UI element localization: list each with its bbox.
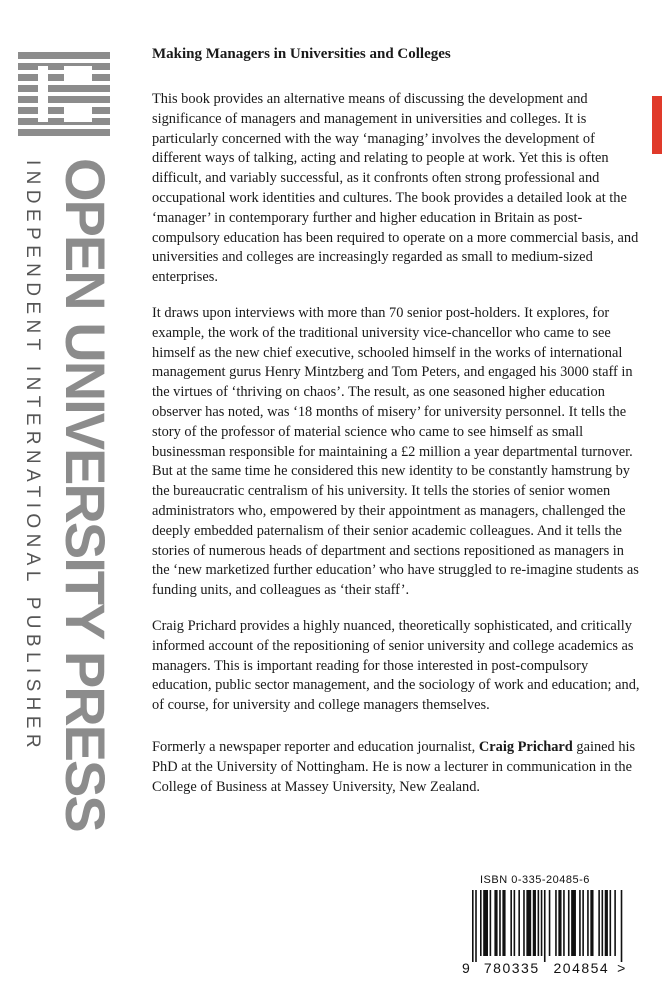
barcode-bar [502,890,505,956]
barcode-bar [499,890,501,956]
barcode-bar [582,890,584,956]
barcode-bar [514,890,516,956]
barcode-bar [544,890,546,962]
publisher-name: OPEN UNIVERSITY PRESS [54,158,117,831]
barcode-bar [490,890,492,956]
publisher-spine [0,0,140,993]
barcode-bar [518,890,520,956]
barcode-bar [483,890,488,956]
author-bio-intro: Formerly a newspaper reporter and education journalist, [152,738,479,755]
back-cover-text [152,46,640,813]
barcode-bar [494,890,497,956]
barcode-bar [533,890,536,956]
barcode-bar [579,890,581,956]
barcode-bar [590,890,593,956]
isbn-label: ISBN 0-335-20485-6 [480,874,590,886]
barcode-bar [510,890,512,956]
barcode-bar [568,890,570,956]
book-title: Making Managers in Universities and Colleges [152,46,451,62]
barcode-bar [472,890,474,962]
author-name: Craig Prichard [478,738,573,755]
barcode-bar [549,890,551,956]
isbn-digit-group-1: 780335 [483,960,540,976]
isbn-barcode-block [462,868,646,986]
barcode-bar [523,890,525,956]
isbn-digit-prefix: 9 [462,960,470,976]
blurb-paragraph-3: Craig Prichard provides a highly nuanced, theoretically sophisticated, and critically informed account of the repositioning of senior university and college academics as managers. This is important reading for those interested in post-compulsory education, public sector management, and the sociology of work and education; and, of course, for university and college managers themselves. [152,617,640,714]
barcode-bar [555,890,557,956]
barcode-bar [587,890,589,956]
isbn-digit-group-2: 204854 [553,960,610,976]
barcode-bar [602,890,604,956]
barcode-bar [526,890,531,956]
barcode-bar [558,890,561,956]
blurb-paragraph-1: This book provides an alternative means of discussing the development and significance of managers and management in universities and colleges. It is particularly concerned with the way ‘managing’ involves the development of different ways of talking, acting and relating to people at work. Yet this is often difficult, and variably successful, as it confronts often strong professional and occupational work identities and cultures. The book provides a detailed look at the ‘manager’ in contemporary further and higher education in Britain as post-compulsory education has been required to operate on a more commercial basis, and universities and colleges are increasingly regarded as small to medium-sized enterprises. [152,91,639,286]
publisher-tagline: INDEPENDENT INTERNATIONAL PUBLISHER [22,160,43,754]
barcode-bar [571,890,576,956]
barcode-bar [475,890,477,962]
barcode-bar [621,890,623,962]
accent-tab [652,96,662,154]
isbn-arrow: > [617,960,626,976]
isbn-digits [462,960,646,976]
barcode-bar [610,890,612,956]
barcode-bar [538,890,540,956]
author-bio-rest: gained his PhD at the University of Nottingham. He is now a lecturer in communication in the College of Business at Massey University, New Zealand. [152,738,636,795]
barcode-bar [541,890,543,956]
barcode-bar [480,890,482,956]
barcode-bar [563,890,565,956]
author-bio [152,738,640,797]
barcode-bar [605,890,608,956]
barcode-icon [470,890,642,962]
blurb-paragraph-2: It draws upon interviews with more than 70 senior post-holders. It explores, for example, the work of the traditional university vice-chancellor who came to see himself as the new chief executive, schooled himself in the works of international management gurus Henry Mintzberg and Tom Peters, and engaged his 3000 staff in the virtues of ‘thriving on chaos’. The result, as one seasoned higher education observer has noted, was ‘18 months of misery’ for university personnel. It tells the story of the professor of material science who came to see himself as small businessman responsible for maintaining a £2 million a year departmental turnover. But at the same time he considered this new identity to be constantly hamstrung by the bureaucratic centralism of his university. It tells the stories of senior women administrators who, empowered by their appointment as managers, challenged the deeply embedded paternalism of their senior academic colleagues. And it tells the stories of numerous heads of department and sections repositioned as managers in the ‘new marketized further education’ who have struggled to re-imagine students as funding units, and colleagues as ‘their staff’. [152,304,639,599]
barcode-bar [598,890,600,956]
barcode-bar [614,890,616,956]
open-university-logo-icon [18,52,110,136]
